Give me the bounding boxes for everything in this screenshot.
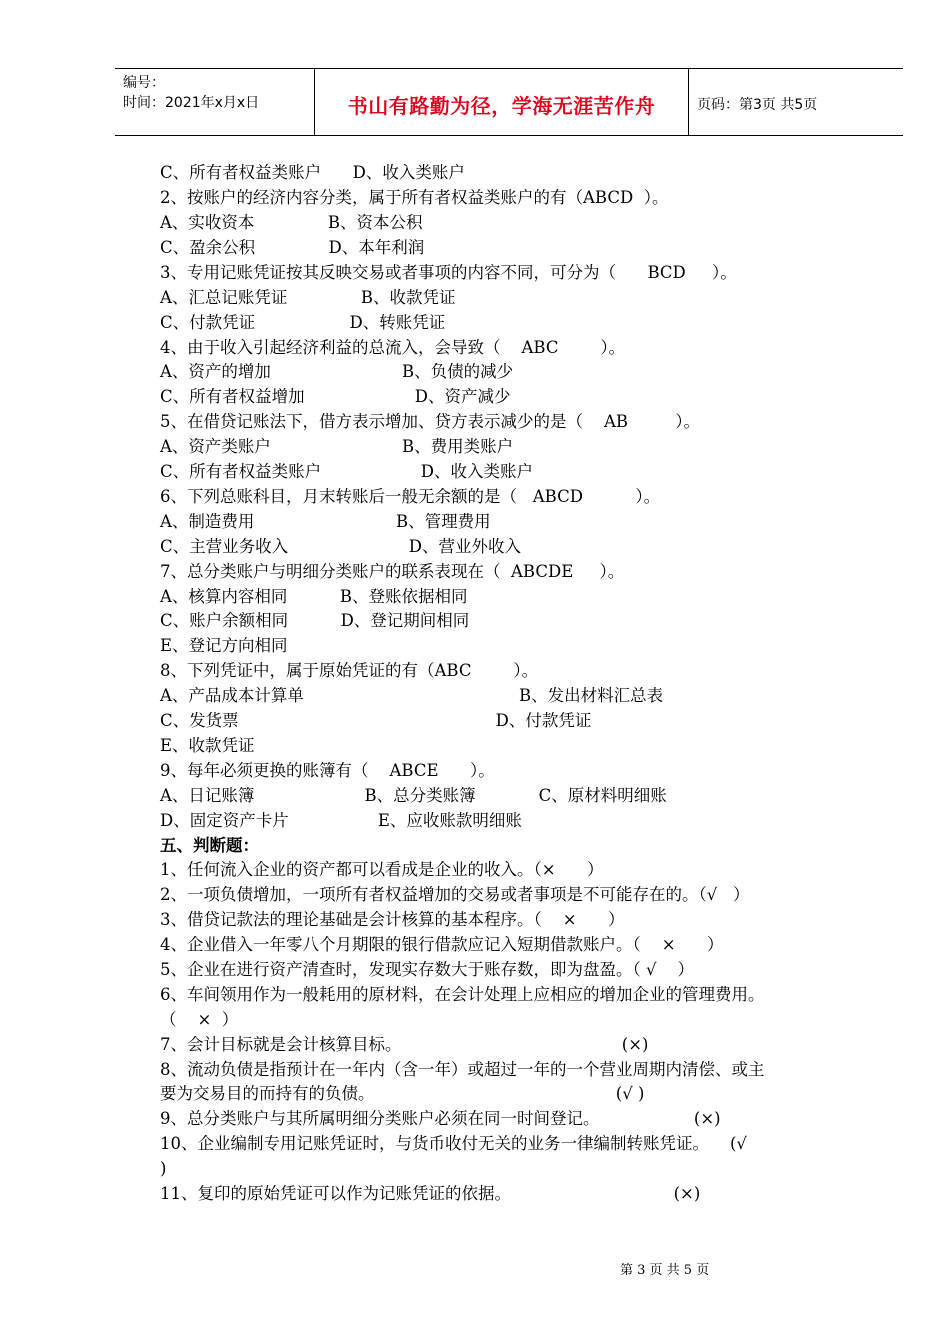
statement-line: 2、一项负债增加，一项所有者权益增加的交易或者事项是不可能存在的。（√ ） — [160, 885, 750, 904]
text-line: C、所有者权益类账户 D、收入类账户 — [160, 163, 465, 182]
statement-line: 8、流动负债是指预计在一年内（含一年）或超过一年的一个营业周期内清偿、或主 — [160, 1060, 765, 1079]
statement-line: 11、复印的原始凭证可以作为记账凭证的依据。 (×) — [160, 1184, 701, 1203]
time-label: 时间：2021年x月x日 — [123, 95, 260, 111]
header-info-cell — [115, 69, 315, 135]
statement-line: 6、车间领用作为一般耗用的原材料，在会计处理上应相应的增加企业的管理费用。 — [160, 985, 765, 1004]
statement-line: 3、借贷记款法的理论基础是会计核算的基本程序。（ × ） — [160, 910, 625, 929]
statement-line: 9、总分类账户与其所属明细分类账户必须在同一时间登记。 (×) — [160, 1109, 721, 1128]
number-label: 编号： — [123, 75, 165, 91]
option-line: E、登记方向相同 — [160, 636, 288, 655]
option-line: C、所有者权益类账户 D、收入类账户 — [160, 462, 534, 481]
question-line: 9、每年必须更换的账簿有（ ABCE ）。 — [160, 761, 495, 780]
page-number-label: 页码：第3页 共5页 — [697, 97, 818, 113]
question-line: 6、下列总账科目，月末转账后一般无余额的是（ ABCD ）。 — [160, 487, 661, 506]
statement-line: 5、企业在进行资产清查时，发现实存数大于账存数，即为盘盈。（ √ ） — [160, 960, 694, 979]
statement-line: （ × ） — [160, 1010, 239, 1029]
option-line: A、汇总记账凭证 B、收款凭证 — [160, 288, 456, 307]
option-line: C、发货票 D、付款凭证 — [160, 711, 592, 730]
option-line: C、账户余额相同 D、登记期间相同 — [160, 611, 470, 630]
question-line: 3、专用记账凭证按其反映交易或者事项的内容不同，可分为（ BCD ）。 — [160, 263, 737, 282]
option-line: A、资产类账户 B、费用类账户 — [160, 437, 514, 456]
section-heading: 五、判断题： — [160, 836, 259, 855]
statement-line: 4、企业借入一年零八个月期限的银行借款应记入短期借款账户。（ × ） — [160, 935, 724, 954]
statement-line: 7、会计目标就是会计核算目标。 (×) — [160, 1035, 649, 1054]
option-line: A、核算内容相同 B、登账依据相同 — [160, 587, 468, 606]
option-line: D、固定资产卡片 E、应收账款明细账 — [160, 811, 522, 830]
option-line: C、付款凭证 D、转账凭证 — [160, 313, 446, 332]
question-line: 2、按账户的经济内容分类，属于所有者权益类账户的有（ABCD ）。 — [160, 188, 669, 207]
document-header — [115, 68, 903, 136]
question-line: 5、在借贷记账法下，借方表示增加、贷方表示减少的是（ AB ）。 — [160, 412, 700, 431]
question-line: 8、下列凭证中，属于原始凭证的有（ABC ）。 — [160, 661, 539, 680]
statement-line: ) — [160, 1159, 167, 1178]
option-line: C、主营业务收入 D、营业外收入 — [160, 537, 521, 556]
motto-text: 书山有路勤为径，学海无涯苦作舟 — [347, 94, 656, 118]
option-line: A、实收资本 B、资本公积 — [160, 213, 423, 232]
question-line: 4、由于收入引起经济利益的总流入，会导致（ ABC ）。 — [160, 338, 626, 357]
statement-line: 要为交易目的而持有的负债。 (√ ) — [160, 1084, 645, 1103]
option-line: A、日记账簿 B、总分类账簿 C、原材料明细账 — [160, 786, 667, 805]
option-line: A、制造费用 B、管理费用 — [160, 512, 491, 531]
option-line: A、资产的增加 B、负债的减少 — [160, 362, 514, 381]
header-motto-cell — [315, 69, 689, 135]
option-line: E、收款凭证 — [160, 736, 255, 755]
option-line: A、产品成本计算单 B、发出材料汇总表 — [160, 686, 664, 705]
statement-line: 1、任何流入企业的资产都可以看成是企业的收入。（× ） — [160, 860, 604, 879]
question-line: 7、总分类账户与明细分类账户的联系表现在（ ABCDE ）。 — [160, 562, 625, 581]
footer-page-number: 第 3 页 共 5 页 — [620, 1263, 710, 1278]
header-page-cell — [689, 69, 903, 135]
statement-line: 10、企业编制专用记账凭证时，与货币收付无关的业务一律编制转账凭证。 (√ — [160, 1134, 747, 1153]
option-line: C、所有者权益增加 D、资产减少 — [160, 387, 511, 406]
option-line: C、盈余公积 D、本年利润 — [160, 238, 425, 257]
